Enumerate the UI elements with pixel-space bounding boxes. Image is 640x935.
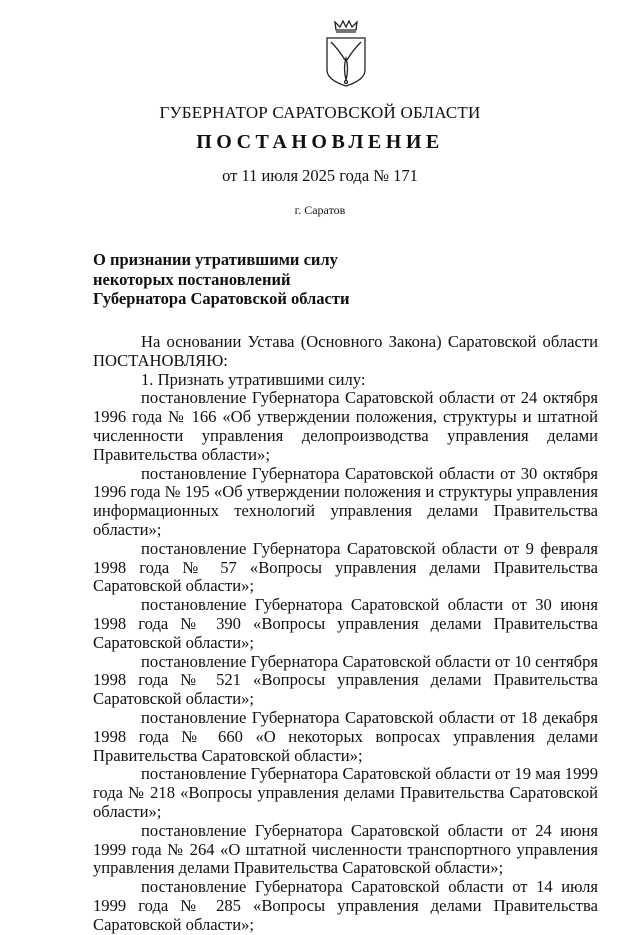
body-paragraph: постановление Губернатора Саратовской области от 19 мая 1999 года № 218 «Вопросы управления делами Правительства Саратовской области»;: [93, 764, 598, 821]
document-subject: [93, 250, 349, 309]
saratov-coat-of-arms-emblem: [323, 20, 369, 88]
authority-heading: ГУБЕРНАТОР САРАТОВСКОЙ ОБЛАСТИ: [159, 103, 481, 122]
date-and-number: от 11 июля 2025 года № 171: [222, 166, 418, 185]
body-paragraph: постановление Губернатора Саратовской области от 9 февраля 1998 года № 57 «Вопросы управления делами Правительства Саратовской области»;: [93, 538, 598, 596]
city: г. Саратов: [294, 203, 346, 217]
body-paragraph: На основании Устава (Основного Закона) Саратовской области ПОСТАНОВЛЯЮ:: [93, 332, 598, 370]
body-paragraph: постановление Губернатора Саратовской области от 30 октября 1996 года № 195 «Об утверждении положения и структуры управления информационных технологий управления делами Правительства области»;: [93, 463, 598, 539]
subject-line: некоторых постановлений: [93, 269, 291, 289]
body-paragraph: постановление Губернатора Саратовской области от 24 июня 1999 года № 264 «О штатной численности транспортного управления управления делами Правительства Саратовской области»;: [93, 820, 598, 878]
body-paragraph: постановление Губернатора Саратовской области от 24 октября 1996 года № 166 «Об утверждении положения, структуры и штатной численности управления делопроизводства управления делами Правительства области»;: [93, 388, 598, 464]
document-type-title: ПОСТАНОВЛЕНИЕ: [196, 131, 444, 153]
body-paragraph: постановление Губернатора Саратовской области от 14 июля 1999 года № 285 «Вопросы управления делами Правительства Саратовской области»;: [93, 877, 598, 934]
document-body: [93, 333, 598, 935]
body-paragraph: постановление Губернатора Саратовской области от 18 декабря 1998 года № 660 «О некоторых вопросах управления делами Правительства Саратовской области»;: [93, 707, 598, 765]
body-paragraph: постановление Губернатора Саратовской области от 30 июня 1998 года № 390 «Вопросы управления делами Правительства Саратовской области»;: [93, 595, 598, 652]
body-paragraph: 1. Признать утратившими силу:: [141, 369, 366, 389]
body-paragraph: постановление Губернатора Саратовской области от 10 сентября 1998 года № 521 «Вопросы управления делами Правительства Саратовской области»;: [93, 651, 598, 709]
subject-line: Губернатора Саратовской области: [93, 289, 350, 308]
subject-line: О признании утратившими силу: [93, 250, 338, 269]
